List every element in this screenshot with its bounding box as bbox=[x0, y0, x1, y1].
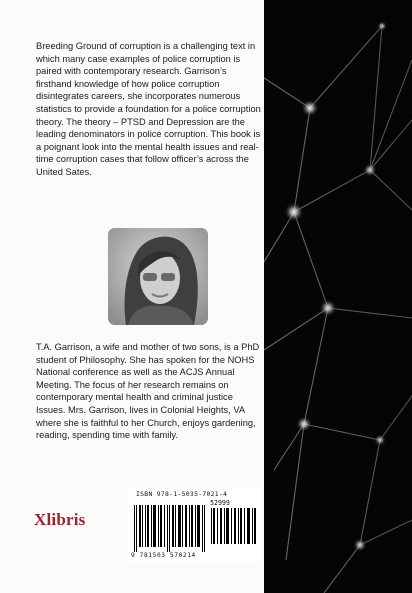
book-blurb: Breeding Ground of corruption is a challenging text in which many case examples of police corruption is paired with contemporary research. Garrison’s firsthand knowledge of how police corruption disintegrates careers, she incorporates numerous statistics to provide a foundation for a police corruption theory. The theory – PTSD and Depression are the leading denominators in police corruption. This book is a poignant look into the mental health issues and real-time corruption cases that follow officer’s across the United Sates. bbox=[36, 41, 261, 177]
barcode-digits: 9 781503 570214 bbox=[131, 552, 196, 559]
isbn-barcode bbox=[134, 505, 206, 552]
network-artwork bbox=[264, 0, 412, 593]
price-barcode bbox=[211, 508, 256, 544]
isbn-text: ISBN 978-1-5035-7021-4 bbox=[136, 490, 228, 498]
author-photo bbox=[108, 228, 208, 325]
price-code: 52999 bbox=[210, 499, 230, 507]
author-bio: T.A. Garrison, a wife and mother of two sons, is a PhD student of Philosophy. She has spoken for the NOHS National conference as well as the ACJS Annual Meeting. The focus of her research remains on contemporary mental health and criminal justice Issues. Mrs. Garrison, lives in Colonial Heights, VA where she is faithful to her Church, enjoys gardening, reading, spending time with family. bbox=[36, 342, 260, 441]
publisher-logo: Xlibris bbox=[34, 510, 86, 529]
